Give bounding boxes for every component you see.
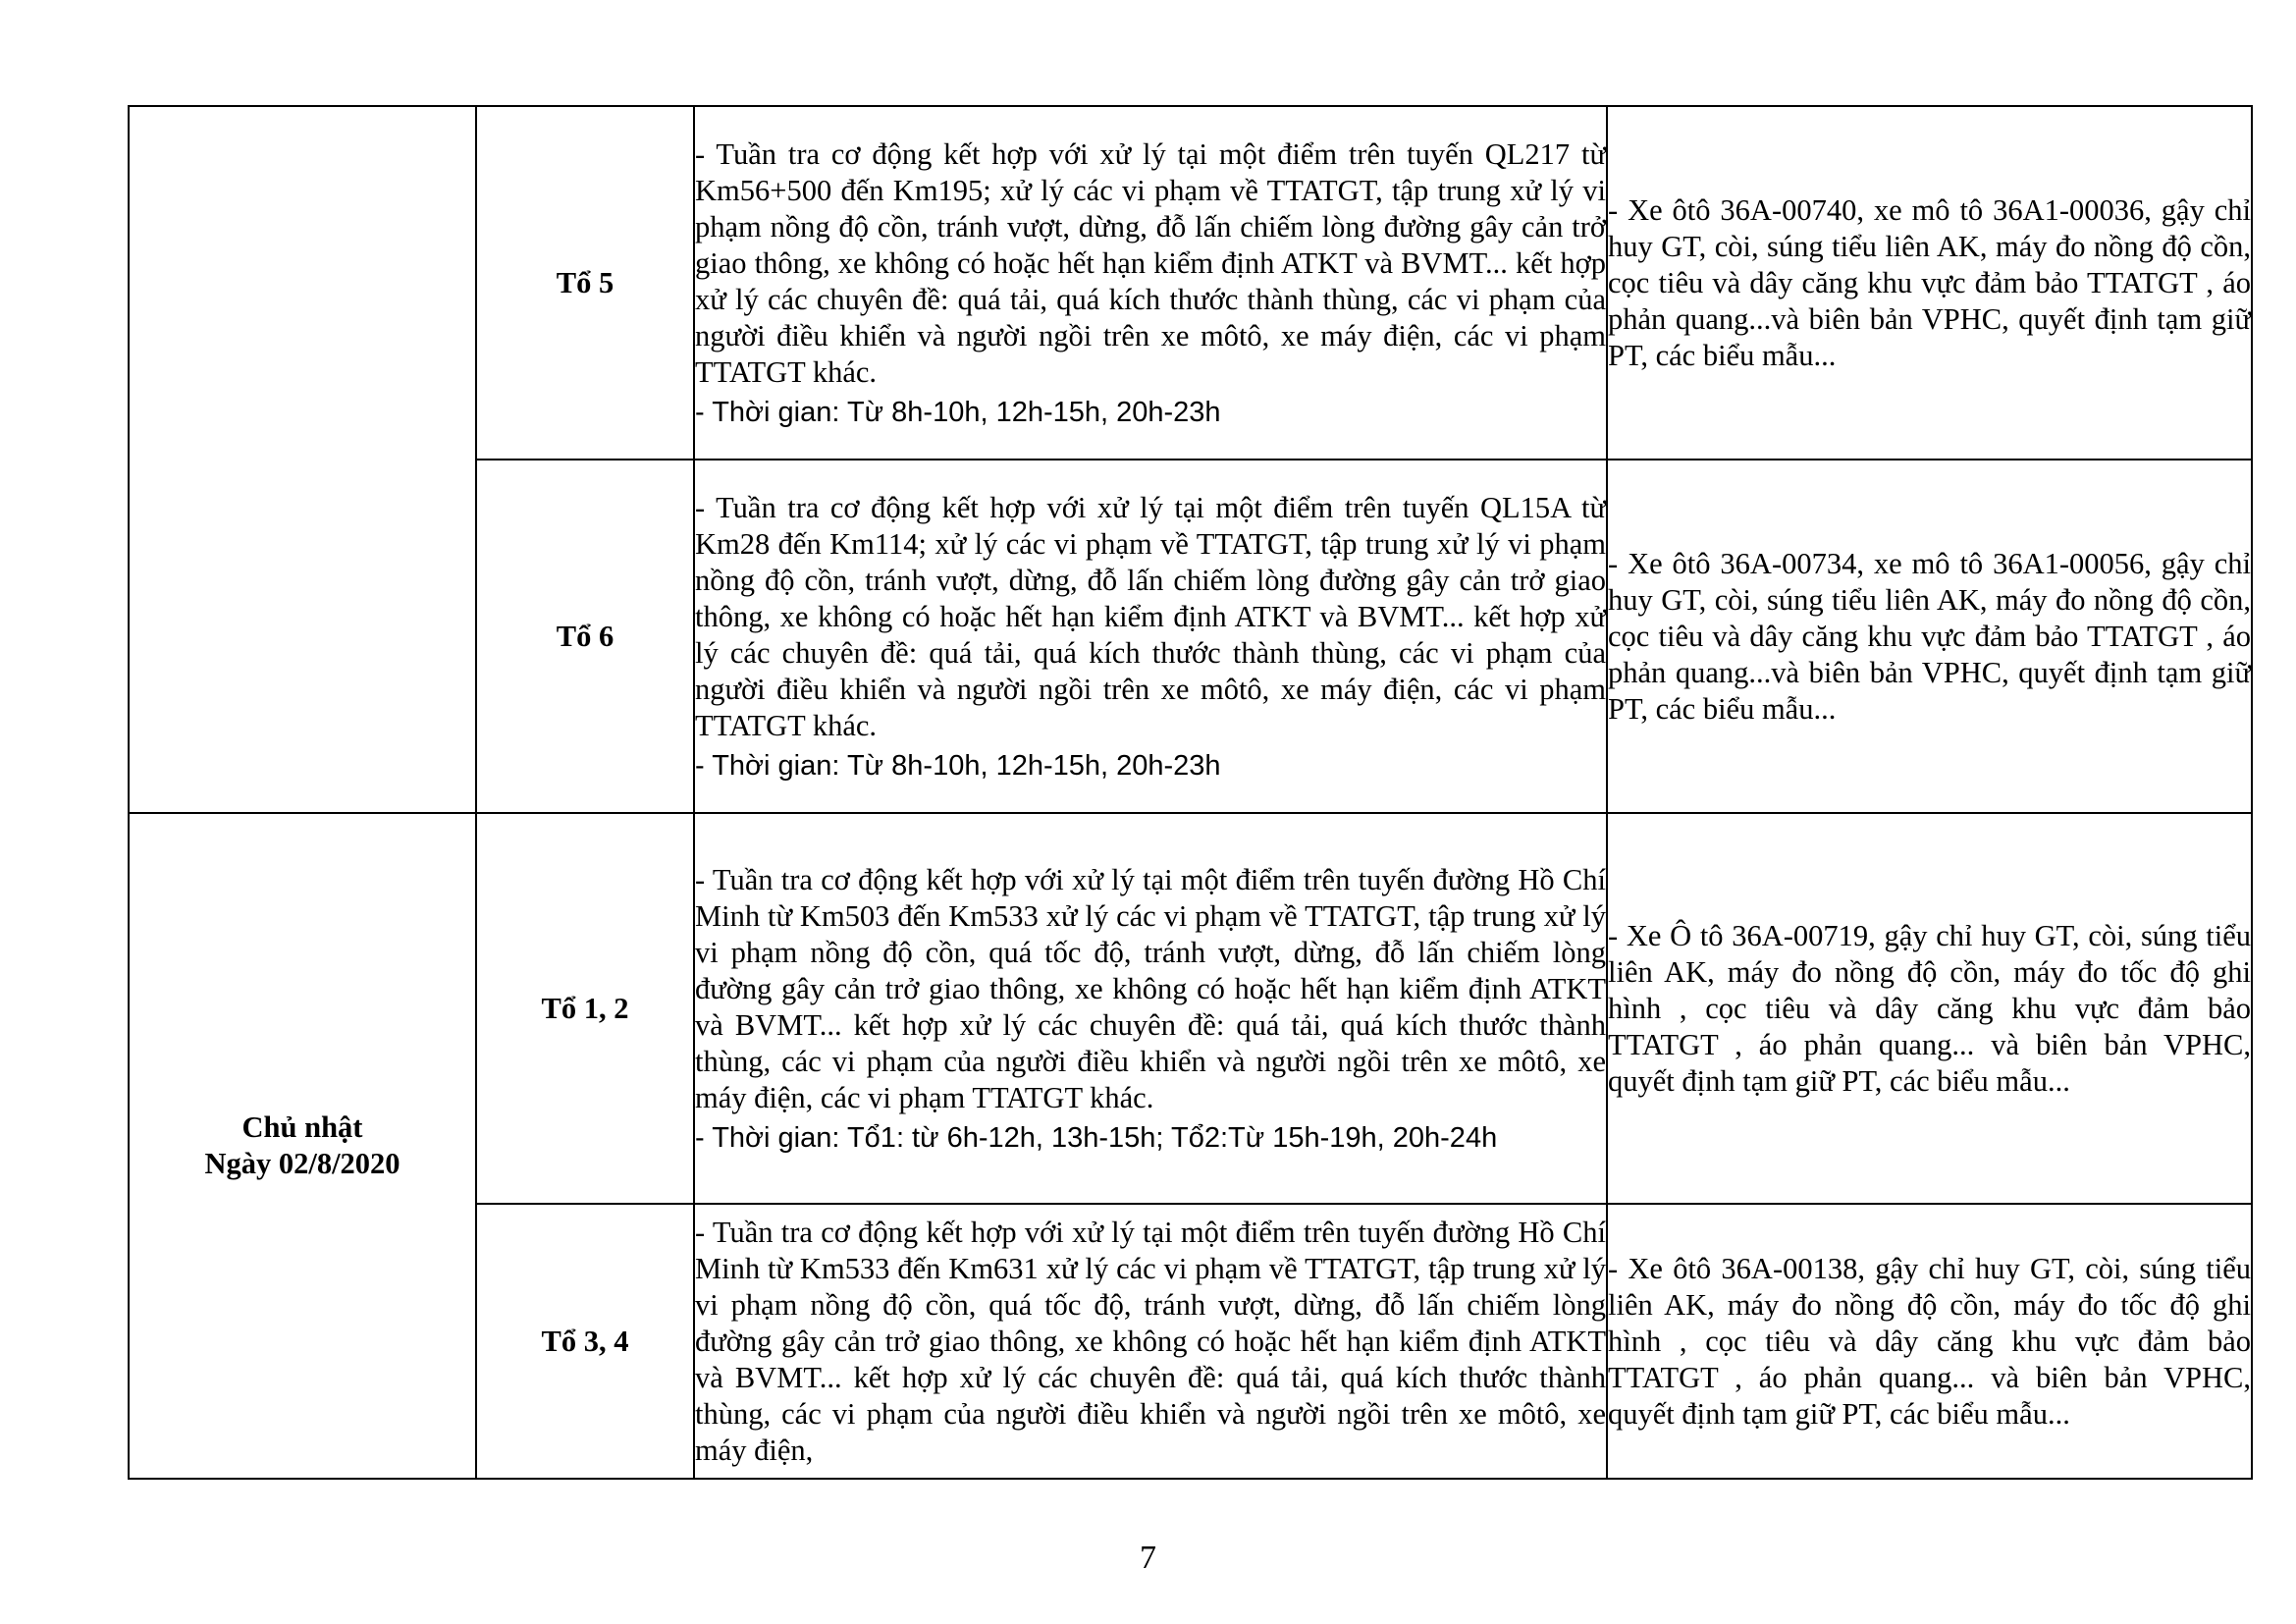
task-cell	[694, 1204, 1607, 1479]
equipment-cell: - Xe Ô tô 36A-00719, gậy chỉ huy GT, còi, súng tiểu liên AK, máy đo nồng độ cồn, máy đo tốc độ ghi hình , cọc tiêu và dây căng khu vực đảm bảo TTATGT , áo phản quang... và biên bản VPHC, quyết định tạm giữ PT, các biểu mẫu...	[1607, 813, 2252, 1204]
task-description: - Tuần tra cơ động kết hợp với xử lý tại một điểm trên tuyến đường Hồ Chí Minh từ Km503 đến Km533 xử lý các vi phạm về TTATGT, tập trung xử lý vi phạm nồng độ cồn, quá tốc độ, tránh vượt, dừng, đỗ lấn chiếm lòng đường gây cản trở giao thông, xe không có hoặc hết hạn kiểm định ATKT và BVMT... kết hợp xử lý các chuyên đề: quá tải, quá kích thước thành thùng, các vi phạm của người điều khiển và người ngồi trên xe môtô, xe máy điện, các vi phạm TTATGT khác.	[695, 862, 1606, 1114]
table-row	[129, 813, 2252, 1204]
task-description: - Tuần tra cơ động kết hợp với xử lý tại một điểm trên tuyến QL217 từ Km56+500 đến Km195; xử lý các vi phạm về TTATGT, tập trung xử lý vi phạm nồng độ cồn, tránh vượt, dừng, đỗ lấn chiếm lòng đường gây cản trở giao thông, xe không có hoặc hết hạn kiểm định ATKT và BVMT... kết hợp xử lý các chuyên đề: quá tải, quá kích thước thành thùng, các vi phạm của người điều khiển và người ngồi trên xe môtô, xe máy điện, các vi phạm TTATGT khác.	[695, 136, 1606, 389]
task-description: - Tuần tra cơ động kết hợp với xử lý tại một điểm trên tuyến QL15A từ Km28 đến Km114; xử lý các vi phạm về TTATGT, tập trung xử lý vi phạm nồng độ cồn, tránh vượt, dừng, đỗ lấn chiếm lòng đường gây cản trở giao thông, xe không có hoặc hết hạn kiểm định ATKT và BVMT... kết hợp xử lý các chuyên đề: quá tải, quá kích thước thành thùng, các vi phạm của người điều khiển và người ngồi trên xe môtô, xe máy điện, các vi phạm TTATGT khác.	[695, 490, 1606, 742]
day-cell	[129, 813, 476, 1479]
equipment-cell: - Xe ôtô 36A-00138, gậy chỉ huy GT, còi, súng tiểu liên AK, máy đo nồng độ cồn, máy đo tốc độ ghi hình , cọc tiêu và dây căng khu vực đảm bảo TTATGT , áo phản quang... và biên bản VPHC, quyết định tạm giữ PT, các biểu mẫu...	[1607, 1204, 2252, 1479]
team-cell: Tổ 1, 2	[476, 813, 694, 1204]
equipment-cell: - Xe ôtô 36A-00734, xe mô tô 36A1-00056, gậy chỉ huy GT, còi, súng tiểu liên AK, máy đo nồng độ cồn, cọc tiêu và dây căng khu vực đảm bảo TTATGT , áo phản quang...và biên bản VPHC, quyết định tạm giữ PT, các biểu mẫu...	[1607, 460, 2252, 813]
table-row	[129, 106, 2252, 460]
equipment-cell: - Xe ôtô 36A-00740, xe mô tô 36A1-00036, gậy chỉ huy GT, còi, súng tiểu liên AK, máy đo nồng độ cồn, cọc tiêu và dây căng khu vực đảm bảo TTATGT , áo phản quang...và biên bản VPHC, quyết định tạm giữ PT, các biểu mẫu...	[1607, 106, 2252, 460]
day-weekday: Chủ nhật	[241, 1110, 363, 1144]
day-date: Ngày 02/8/2020	[204, 1147, 400, 1180]
task-cell	[694, 460, 1607, 813]
task-description: - Tuần tra cơ động kết hợp với xử lý tại một điểm trên tuyến đường Hồ Chí Minh từ Km533 đến Km631 xử lý các vi phạm về TTATGT, tập trung xử lý vi phạm nồng độ cồn, quá tốc độ, tránh vượt, dừng, đỗ lấn chiếm lòng đường gây cản trở giao thông, xe không có hoặc hết hạn kiểm định ATKT và BVMT... kết hợp xử lý các chuyên đề: quá tải, quá kích thước thành thùng, các vi phạm của người điều khiển và người ngồi trên xe môtô, xe máy điện,	[695, 1215, 1606, 1467]
task-time: - Thời gian: Từ 8h-10h, 12h-15h, 20h-23h	[695, 749, 1221, 782]
team-cell: Tổ 6	[476, 460, 694, 813]
team-cell: Tổ 3, 4	[476, 1204, 694, 1479]
task-cell	[694, 813, 1607, 1204]
task-time: - Thời gian: Tổ1: từ 6h-12h, 13h-15h; Tổ2:Từ 15h-19h, 20h-24h	[695, 1121, 1498, 1154]
page-number: 7	[1140, 1540, 1156, 1576]
task-time: - Thời gian: Từ 8h-10h, 12h-15h, 20h-23h	[695, 396, 1221, 428]
day-cell-empty	[129, 106, 476, 813]
task-cell	[694, 106, 1607, 460]
patrol-schedule-table	[128, 105, 2253, 1480]
team-cell: Tổ 5	[476, 106, 694, 460]
